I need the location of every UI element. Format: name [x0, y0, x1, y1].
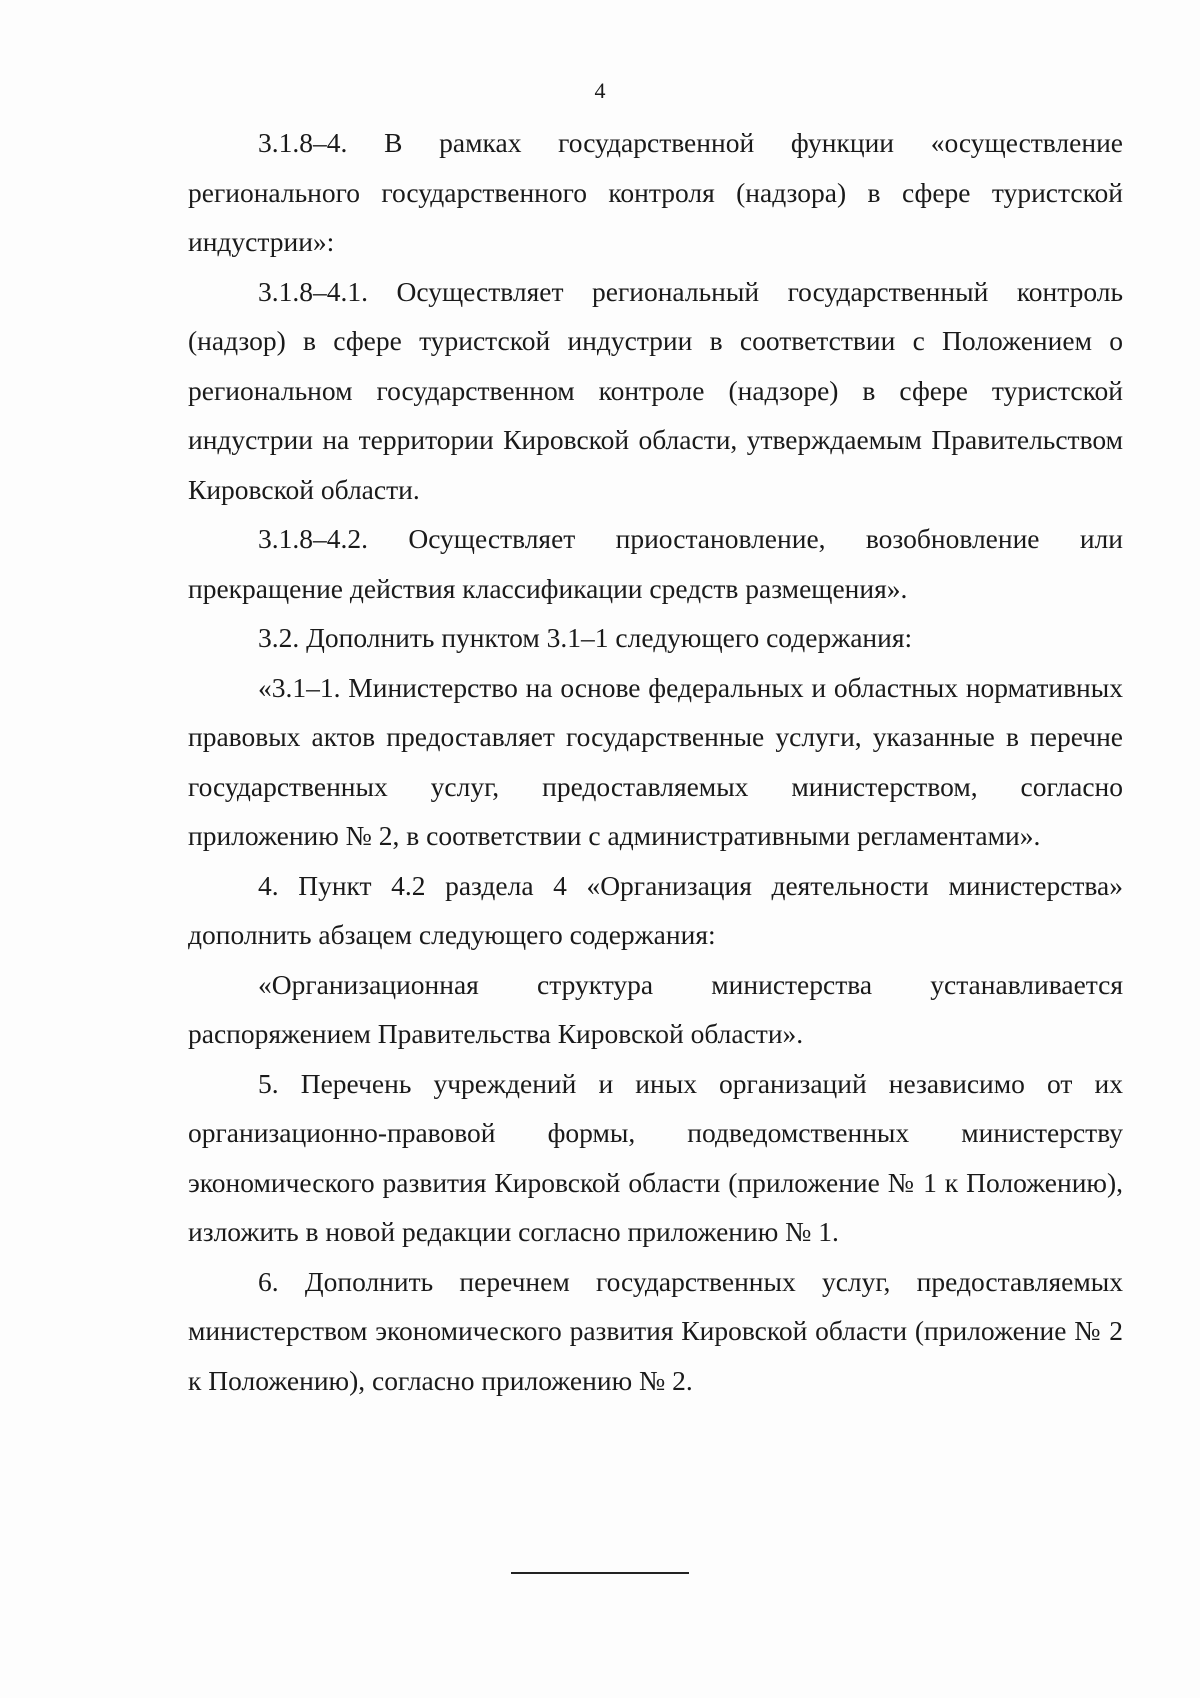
- paragraph-3-1-8-4: 3.1.8–4. В рамках государственной функции «осуществление регионального государственного контроля (надзора) в сфере туристской индустрии»:: [188, 127, 1123, 257]
- paragraph-5: 5. Перечень учреждений и иных организаций независимо от их организационно-правовой формы, подведомственных министерству экономического развития Кировской области (приложение № 1 к Положению), изложить в новой редакции согласно приложению № 1.: [188, 1067, 1123, 1247]
- end-separator-line: [511, 1572, 689, 1574]
- paragraph-3-1-1: «3.1–1. Министерство на основе федеральных и областных нормативных правовых актов предоставляет государственные услуги, указанные в перечне государственных услуг, предоставляемых министерством, согласно приложению № 2, в соответствии с административными регламентами».: [188, 671, 1123, 851]
- paragraph-3-1-8-4-1: 3.1.8–4.1. Осуществляет региональный государственный контроль (надзор) в сфере туристской индустрии в соответствии с Положением о региональном государственном контроле (надзоре) в сфере туристской индустрии на территории Кировской области, утверждаемым Правительством Кировской области.: [188, 275, 1123, 505]
- paragraph-6: 6. Дополнить перечнем государственных услуг, предоставляемых министерством экономического развития Кировской области (приложение № 2 к Положению), согласно приложению № 2.: [188, 1265, 1123, 1396]
- paragraph-org-structure: «Организационная структура министерства устанавливается распоряжением Правительства Кировской области».: [188, 968, 1123, 1049]
- page-number: 4: [594, 78, 606, 103]
- paragraph-3-2: 3.2. Дополнить пунктом 3.1–1 следующего содержания:: [258, 622, 913, 653]
- paragraph-3-1-8-4-2: 3.1.8–4.2. Осуществляет приостановление, возобновление или прекращение действия классификации средств размещения».: [188, 523, 1123, 604]
- paragraph-4: 4. Пункт 4.2 раздела 4 «Организация деятельности министерства» дополнить абзацем следующего содержания:: [188, 869, 1123, 950]
- document-body: [188, 118, 1123, 1405]
